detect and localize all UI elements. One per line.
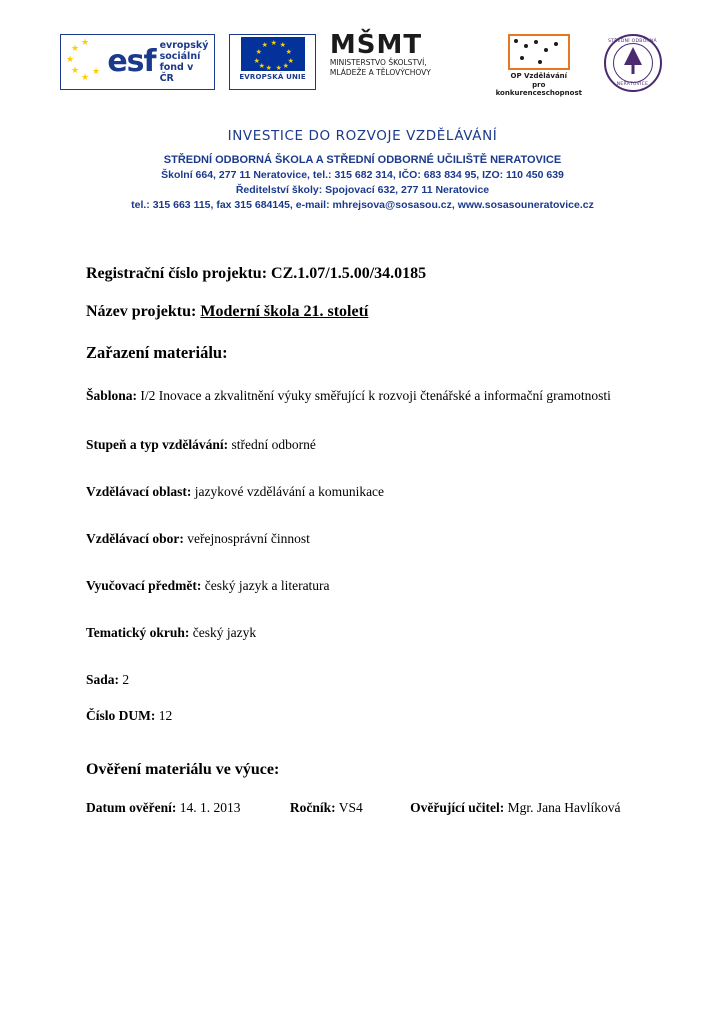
eu-flag-logo: [229, 34, 316, 90]
esf-line-2: sociální: [159, 51, 201, 62]
opvk-caption: [492, 72, 586, 98]
field-predmet-label: Vyučovací předmět:: [86, 578, 202, 593]
field-sada: [86, 669, 639, 691]
logo-band: [0, 0, 725, 114]
msmt-line-1: MINISTERSTVO ŠKOLSTVÍ,: [329, 58, 427, 67]
school-name: STŘEDNÍ ODBORNÁ ŠKOLA A STŘEDNÍ ODBORNÉ UČILIŠTĚ NERATOVICE: [163, 154, 562, 166]
school-address: Školní 664, 277 11 Neratovice, tel.: 315 682 314, IČO: 683 834 95, IZO: 110 450 639: [161, 169, 564, 181]
field-sada-label: Sada:: [86, 672, 120, 687]
seal-top-text: STŘEDNÍ ODBORNÁ: [608, 39, 657, 44]
document-content: [0, 265, 725, 820]
material-heading: Zařazení materiálu:: [86, 343, 228, 362]
registration-line: [86, 265, 639, 283]
field-oblast-label: Vzdělávací oblast:: [86, 484, 192, 499]
project-value: Moderní škola 21. století: [200, 303, 369, 320]
opvk-box-icon: [508, 34, 570, 70]
project-label: Název projektu:: [86, 303, 197, 320]
verification-teacher-label: Ověřující učitel:: [410, 800, 505, 815]
op-vzdelavani-logo: [492, 34, 586, 97]
seal-circle-icon: [604, 34, 662, 92]
opvk-line-2: pro konkurenceschopnost: [495, 80, 582, 97]
school-seal-logo: [600, 34, 665, 96]
field-oblast-value: jazykové vzdělávání a komunikace: [194, 484, 385, 499]
field-okruh: [86, 622, 639, 644]
msmt-wordmark: MŠMT: [329, 30, 423, 60]
msmt-subtitle: [330, 58, 478, 77]
msmt-logo: [329, 30, 478, 94]
field-dum: [86, 705, 639, 727]
esf-line-3: fond v ČR: [159, 62, 194, 84]
esf-subtitle: [160, 40, 210, 84]
field-predmet: [86, 575, 639, 597]
field-stupen: [86, 434, 639, 456]
school-header: [0, 153, 725, 213]
field-stupen-value: střední odborné: [231, 437, 316, 452]
field-stupen-label: Stupeň a typ vzdělávání:: [86, 437, 229, 452]
field-predmet-value: český jazyk a literatura: [204, 578, 330, 593]
eu-caption: EVROPSKÁ UNIE: [239, 73, 306, 81]
registration-label: Registrační číslo projektu:: [86, 265, 268, 282]
field-sada-value: 2: [122, 672, 130, 687]
field-oblast: [86, 481, 639, 503]
verification-heading: Ověření materiálu ve výuce:: [86, 761, 280, 778]
verification-date-label: Datum ověření:: [86, 800, 177, 815]
esf-line-1: evropský: [159, 40, 209, 51]
sablona-line: [86, 383, 639, 408]
project-line: [86, 303, 639, 321]
verification-row: [86, 795, 639, 820]
eu-flag-icon: ★ ★ ★ ★ ★ ★ ★ ★ ★ ★ ★: [241, 37, 305, 71]
school-contact: tel.: 315 663 115, fax 315 684145, e-mail: mhrejsova@sosasou.cz, www.sosasouneratovice.cz: [131, 199, 594, 211]
field-dum-label: Číslo DUM:: [86, 708, 156, 723]
field-obor-value: veřejnosprávní činnost: [187, 531, 310, 546]
sablona-value: I/2 Inovace a zkvalitnění výuky směřující k rozvoji čtenářské a informační gramotnosti: [140, 388, 611, 403]
field-obor: [86, 528, 639, 550]
programme-slogan: INVESTICE DO ROZVOJE VZDĚLÁVÁNÍ: [227, 128, 498, 144]
registration-value: CZ.1.07/1.5.00/34.0185: [271, 265, 427, 282]
verification-teacher-value: Mgr. Jana Havlíková: [507, 800, 621, 815]
opvk-line-1: OP Vzdělávání: [510, 72, 568, 80]
verification-class-value: VS4: [338, 800, 363, 815]
verification-date-value: 14. 1. 2013: [179, 800, 241, 815]
school-management: Ředitelství školy: Spojovací 632, 277 11 Neratovice: [235, 184, 490, 196]
msmt-line-2: MLÁDEŽE A TĚLOVÝCHOVY: [329, 67, 431, 77]
esf-wordmark: esf: [107, 44, 156, 79]
seal-bottom-text: NERATOVICE: [616, 82, 649, 87]
esf-stars-icon: ★ ★ ★ ★ ★ ★: [66, 37, 101, 82]
field-okruh-value: český jazyk: [192, 625, 257, 640]
esf-logo: [60, 34, 215, 90]
seal-trunk-icon: [631, 64, 634, 74]
verification-class-label: Ročník:: [289, 800, 336, 815]
sablona-label: Šablona:: [86, 388, 138, 403]
field-obor-label: Vzdělávací obor:: [86, 531, 184, 546]
seal-tree-icon: [624, 47, 642, 65]
field-dum-value: 12: [158, 708, 173, 723]
field-okruh-label: Tematický okruh:: [86, 625, 190, 640]
